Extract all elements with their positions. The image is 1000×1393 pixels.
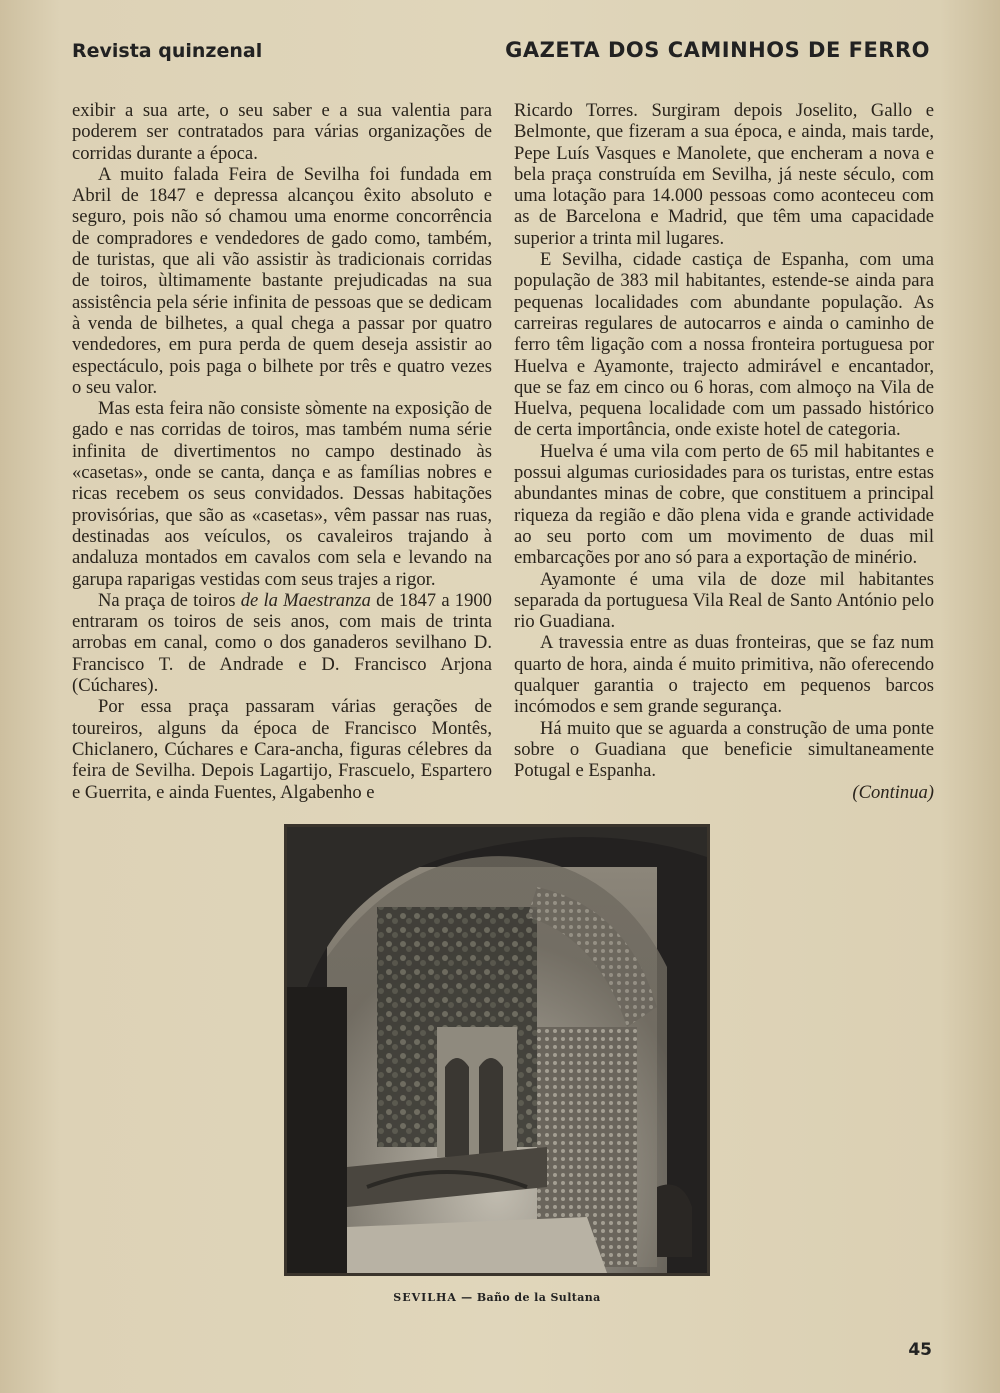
left-paragraph-2: A muito falada Feira de Sevilha foi fundada em Abril de 1847 e depressa alcançou êxito absoluto e seguro, pois não só chamou uma enorme concorrência de compradores e vendedores de gado como, também, de turistas, que ali vão assistir às tradicionais corridas de toiros, ùltimamente bastante prejudicadas na sua assistência pela série infinita de pessoas que se dedicam à venda de bilhetes, a qual chega a passar por quatro vendedores, em pura perda de quem deseja assistir ao espectáculo, pois paga o bilhete por três e quatro vezes o seu valor.: [72, 163, 492, 398]
left-paragraph-1: exibir a sua arte, o seu saber e a sua valentia para poderem ser contratados para várias organizações de corridas durante a época.: [72, 100, 492, 164]
left-paragraph-4-italic: de la Maestranza: [240, 589, 371, 611]
left-paragraph-3: Mas esta feira não consiste sòmente na exposição de gado e nas corridas de toiros, mas também numa série infinita de divertimentos no campo destinado às «casetas», onde se canta, dança e as famílias nobres e ricas recebem os seus convidados. Dessas habitações provisórias, que são as «casetas», vêm passar nas ruas, destinadas aos veículos, os cavaleiros trajando à andaluza montados em cavalos com sela e levando na garupa raparigas vestidas com seus trajes a rigor.: [72, 398, 492, 590]
left-text-column: [72, 100, 492, 803]
caption-title: Baño de la Sultana: [476, 1291, 601, 1304]
right-paragraph-5: A travessia entre as duas fronteiras, que se faz num quarto de hora, ainda é muito primitiva, não oferecendo qualquer garantia o trajecto em pequenos barcos incómodos e sem grande segurança.: [514, 632, 934, 718]
right-paragraph-6: Há muito que se aguarda a construção de uma ponte sobre o Guadiana que beneficie simultaneamente Potugal e Espanha.: [514, 717, 934, 782]
left-paragraph-4-end: de 1847 a 1900 entraram os toiros de seis anos, com mais de trinta arrobas em canal, como o dos ganaderos sevilhano D. Francisco T. de Andrade e D. Francisco Arjona (Cúchares).: [72, 589, 492, 697]
right-paragraph-1: Ricardo Torres. Surgiram depois Joselito, Gallo e Belmonte, que fizeram a sua época, e ainda, mais tarde, Pepe Luís Vasques e Manolete, que encheram a nova e bela praça construída em Sevilha, já neste século, com uma lotação para 14.000 pessoas como aconteceu com as de Barcelona e Madrid, que têm uma capacidade superior a trinta mil lugares.: [514, 100, 934, 249]
photo-bano-de-la-sultana: [284, 824, 710, 1276]
right-text-column: [514, 100, 934, 803]
right-paragraph-3: Huelva é uma vila com perto de 65 mil habitantes e possui algumas curiosidades para os turistas, entre estas abundantes minas de cobre, que constituem a principal riqueza da região e dão plena vida e grande actividade ao seu porto com um movimento de duas mil embarcações por ano só para a exportação de minério.: [514, 440, 934, 569]
right-paragraph-2: E Sevilha, cidade castiça de Espanha, com uma população de 383 mil habitantes, estende-se ainda para pequenas localidades com abundante população. As carreiras regulares de autocarros e ainda o caminho de ferro têm ligação com a nossa fronteira portuguesa por Huelva e Ayamonte, trajecto admirável e encantador, que se faz em cinco ou 6 horas, com almoço na Vila de Huelva, pequena localidade com um passado histórico de certa importância, onde existe hotel de categoria.: [514, 249, 934, 441]
right-paragraph-4: Ayamonte é uma vila de doze mil habitantes separada da portuguesa Vila Real de Santo António pelo rio Guadiana.: [514, 568, 934, 633]
continua-note: (Continua): [852, 781, 934, 803]
page-number: 45: [908, 1340, 932, 1360]
left-paragraph-4: [72, 590, 492, 696]
left-paragraph-5: Por essa praça passaram várias gerações de toureiros, alguns da época de Francisco Montês, Chiclanero, Cúchares e Cara-ancha, figuras célebres da feira de Sevilha. Depois Lagartijo, Frascuelo, Espartero e Guerrita, e ainda Fuentes, Algabenho e: [72, 696, 492, 803]
caption-separator: —: [456, 1291, 477, 1304]
caption-place: SEVILHA: [393, 1291, 457, 1304]
header-publication-title: GAZETA DOS CAMINHOS DE FERRO: [505, 38, 930, 62]
photo-caption: [284, 1291, 710, 1304]
left-paragraph-4-start: Na praça de toiros: [98, 589, 241, 611]
photo-illustration: [287, 827, 707, 1273]
header-revista-quinzenal: Revista quinzenal: [72, 40, 263, 62]
